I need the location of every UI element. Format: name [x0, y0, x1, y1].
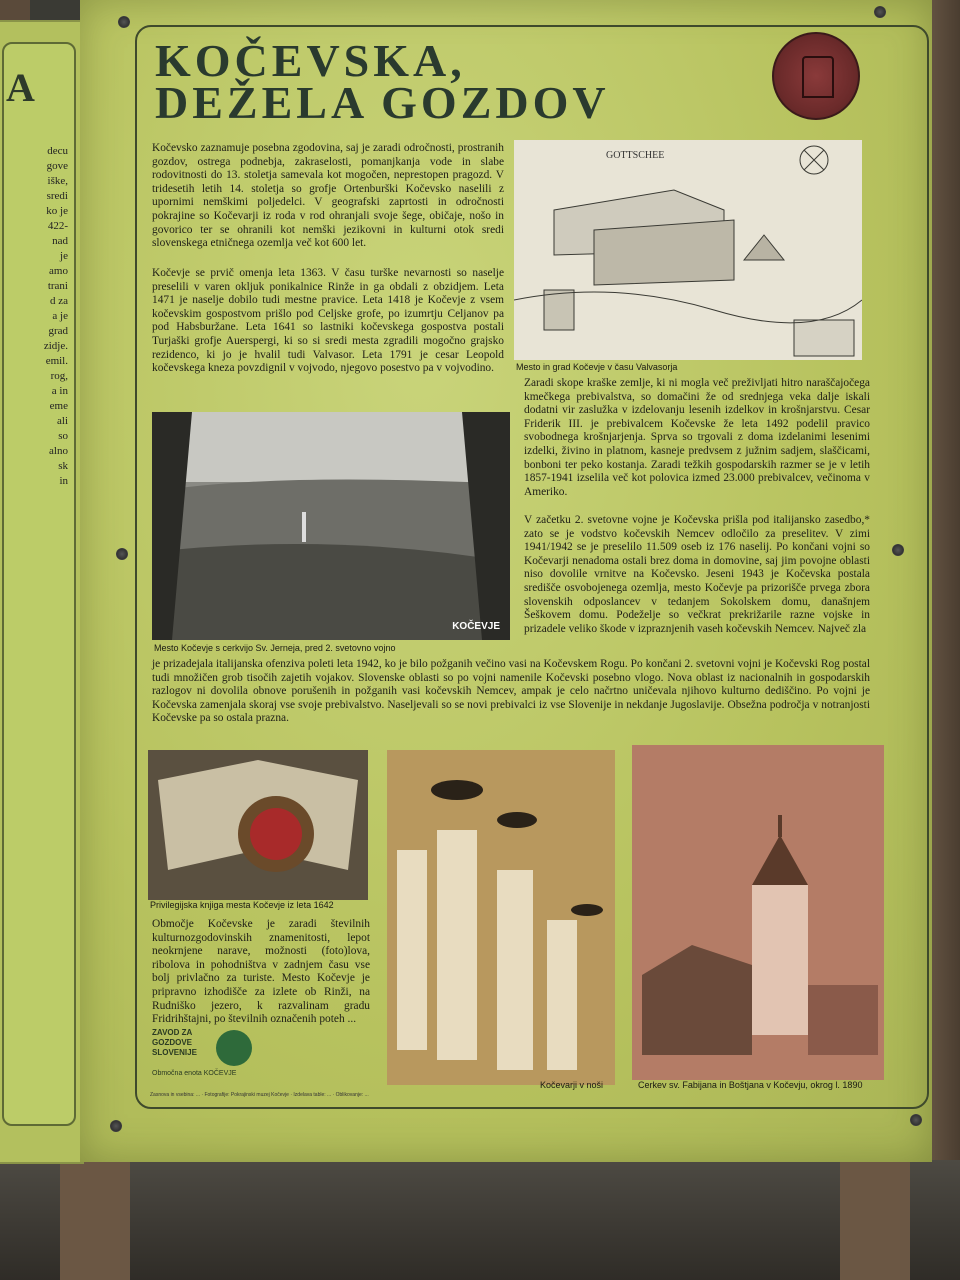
adjacent-panel-line: nad [52, 235, 68, 247]
book-photo-caption: Privilegijska knjiga mesta Kočevje iz leta 1642 [150, 900, 334, 910]
paragraph-war: V začetku 2. svetovne vojne je Kočevska prišla pod italijansko zasedbo,* zato se je vodstvo kočevskih Nemcev odločilo za preselitev. V zimi 1941/1942 se je preselilo 11.509 oseb iz 176 naselij. Po končani vojni so Kočevarji nenadoma ostali brez doma in domovine, saj jim povojne oblasti niso dovolile vrnitve na Kočevsko. Jeseni 1943 je Kočevska postala središče osvobojenega ozemlja, mesto Kočevje pa prizorišče prvega zbora slovenskih odposlancev v tedanjem Sokolskem domu, današnjem Šeškovem domu. Podeželje so večkrat prekrižarile razne vojske in prizadele veliko škode v izpraznjenih vaseh kočevskih Nemcev. Največ zla [524, 514, 870, 635]
book-photo [148, 750, 368, 900]
adjacent-panel-text [8, 144, 68, 489]
adjacent-panel-line: decu [47, 145, 68, 157]
adjacent-panel-line: d za [49, 295, 68, 307]
paragraph-crafts: Zaradi skope kraške zemlje, ki ni mogla več preživljati hitro naraščajočega kmečkega prebivalstva, so domačini že od srednjega veka dalje iskali dodatni vir zaslužka v izdelovanju lesenih izdelkov in krošnjarstvu. Cesar Friderik III. je prebivalcem Kočevske že leta 1492 podelil pravico svobodnega krošnjarjenja. Sprva so trgovali z doma izdelanimi lesenimi izdelki, živino in platnom, kasneje predvsem z južnim sadjem, slaščicami, bonboni ter peko kostanja. Zaradi težkih gospodarskih razmer se je v letih 1857-1941 izselila več kot polovica izmed 23.000 prebivalcev, večinoma v Ameriko. [524, 377, 870, 498]
adjacent-panel-line: a in [51, 385, 68, 397]
adjacent-panel-line: gove [46, 160, 68, 172]
town-photo-caption: Mesto Kočevje s cerkvijo Sv. Jerneja, pred 2. svetovno vojno [154, 643, 396, 653]
people-photo-caption: Kočevarji v noši [540, 1080, 604, 1090]
adjacent-panel-line: amo [49, 265, 68, 277]
adjacent-panel-line: sredi [46, 190, 68, 202]
logo-text: ZAVOD ZA GOZDOVE SLOVENIJE [152, 1028, 197, 1057]
church-photo [632, 745, 884, 1080]
church-photo-caption: Cerkev sv. Fabijana in Boštjana v Kočevju, okrog l. 1890 [638, 1080, 863, 1090]
engraving-image [514, 140, 862, 360]
forestry-logo [150, 1028, 258, 1080]
book-photo-drawing [148, 750, 368, 900]
paragraph-tourism: Območje Kočevske je zaradi številnih kulturnozgodovinskih znamenitosti, lepot neokrnjene narave, možnosti (foto)lova, ribolova in pohodništva v zadnjem času vse bolj privlačno za turiste. Mesto Kočevje je pripravno izhodišče za izlete ob Rinži, na Rudniško jezero, k razvalinam gradu Fridrihštajni, po številnih označenih poteh ... [152, 918, 370, 1026]
people-photo [387, 750, 615, 1085]
adjacent-panel-inner [2, 42, 76, 1126]
adjacent-panel-line: rog, [50, 370, 68, 382]
leaf-logo-icon [216, 1030, 252, 1066]
panel-title [155, 35, 755, 128]
paragraph-history: Kočevsko zaznamuje posebna zgodovina, saj je zaradi odročnosti, prostranih gozdov, ostrega podnebja, zakraselosti, pomanjkanja vode in slabe rodovitnosti do 13. stoletja samevala kot mogočen, neprestopen pragozd. V tridesetih letih 14. stoletja so grofje Ortenburški Kočevsko naselili z upornimi nemškimi poljedelci. V geografski zaprtosti in odročnosti pokrajine so Kočevarji iz roda v rod ohranjali svoje šege, običaje, nošo in govorico ter se ohranili kot nemški jezikovni in kulturni otok sredi slovenskega etničnega ozemlja več kot 600 let. [152, 142, 504, 250]
adjacent-panel-line: 422- [47, 220, 68, 232]
adjacent-panel-line: trani [47, 280, 68, 292]
wooden-post-right [840, 1160, 910, 1280]
paragraph-postwar: je prizadejala italijanska ofenziva poleti leta 1942, ko je bilo požganih večino vasi na Kočevskem Rogu. Po končani 2. svetovni vojni je Kočevski Rog postal tudi množičen grob tisočih zajetih vojakov. Slovenske oblasti so po vojni namenile Kočevski posebno vlogo. Nova oblast iz nacionalnih in gospodarskih razlogov ni dovolila obnove porušenih in požganih vasi kočevskih Nemcev, ampak je celo načrtno uničevala njihovo kulturno dediščino. Po vojni je Kočevska zamenjala skoraj vse svoje prebivalstvo. Naseljevali so se novi prebivalci iz vse Slovenije in nekdanje Jugoslavije. Obsežna področja v notranjosti Kočevske pa so ostala prazna. [152, 658, 870, 725]
paragraph-kocevje: Kočevje se prvič omenja leta 1363. V času turške nevarnosti so naselje preselili v varen okljuk ponikalnice Rinže in ga obdali z obzidjem. Leta 1471 je naselje dobilo tudi mestne pravice. Leta 1418 je Kočevje z vsem kočevskim gospostvom prišlo pod Celjske grofe, po izumrtju Celjanov pa pod Habsburžane. Leta 1641 so lastniki kočevskega gospostva postali Turjaški grofje Auerspergi, ki so si sredi mesta zgradili mogočno grajsko rezidenco, ki jo je hvalil tudi Valvasor. Leta 1791 je cesar Leopold kočevskega kneza povzdignil v vojvodo, njegovo posestvo pa v vojvodino. [152, 267, 504, 375]
adjacent-panel-title: A [6, 65, 35, 110]
people-photo-drawing [387, 750, 615, 1085]
adjacent-panel-line: sk [58, 460, 68, 472]
church-photo-drawing [632, 745, 884, 1080]
town-photo-label: KOČEVJE [452, 621, 500, 632]
adjacent-panel-line: ko je [46, 205, 68, 217]
adjacent-panel-line: zidje. [43, 340, 68, 352]
title-line-1: KOČEVSKA, [155, 35, 466, 86]
engraving-drawing [514, 140, 862, 360]
adjacent-panel-line: iške, [47, 175, 68, 187]
adjacent-panel [0, 20, 84, 1164]
screw-icon [874, 6, 886, 18]
adjacent-panel-line: ali [57, 415, 68, 427]
adjacent-panel-line: emil. [45, 355, 68, 367]
info-panel [80, 0, 932, 1162]
adjacent-panel-line: a je [52, 310, 68, 322]
title-line-2: DEŽELA GOZDOV [155, 77, 610, 128]
screw-icon [910, 1114, 922, 1126]
adjacent-panel-line: grad [48, 325, 68, 337]
adjacent-panel-line: alno [49, 445, 68, 457]
town-photo [152, 412, 510, 640]
rock-background [0, 1160, 960, 1280]
wooden-post-left [60, 1160, 130, 1280]
credits-line: Zasnova in vsebina: ... · Fotografije: Pokrajinski muzej Kočevje · Izdelava table: ... · Oblikovanje: ... [150, 1092, 369, 1098]
engraving-caption: Mesto in grad Kočevje v času Valvasorja [516, 362, 678, 372]
logo-subtext: Območna enota KOČEVJE [152, 1070, 237, 1077]
adjacent-panel-line: in [59, 475, 68, 487]
adjacent-panel-line: eme [49, 400, 68, 412]
adjacent-panel-line: je [60, 250, 68, 262]
seal-icon [772, 32, 860, 120]
screw-icon [118, 16, 130, 28]
town-photo-drawing [152, 412, 510, 640]
adjacent-panel-line: so [58, 430, 68, 442]
engraving-label: GOTTSCHEE [606, 150, 665, 161]
screw-icon [110, 1120, 122, 1132]
screw-icon [116, 548, 128, 560]
